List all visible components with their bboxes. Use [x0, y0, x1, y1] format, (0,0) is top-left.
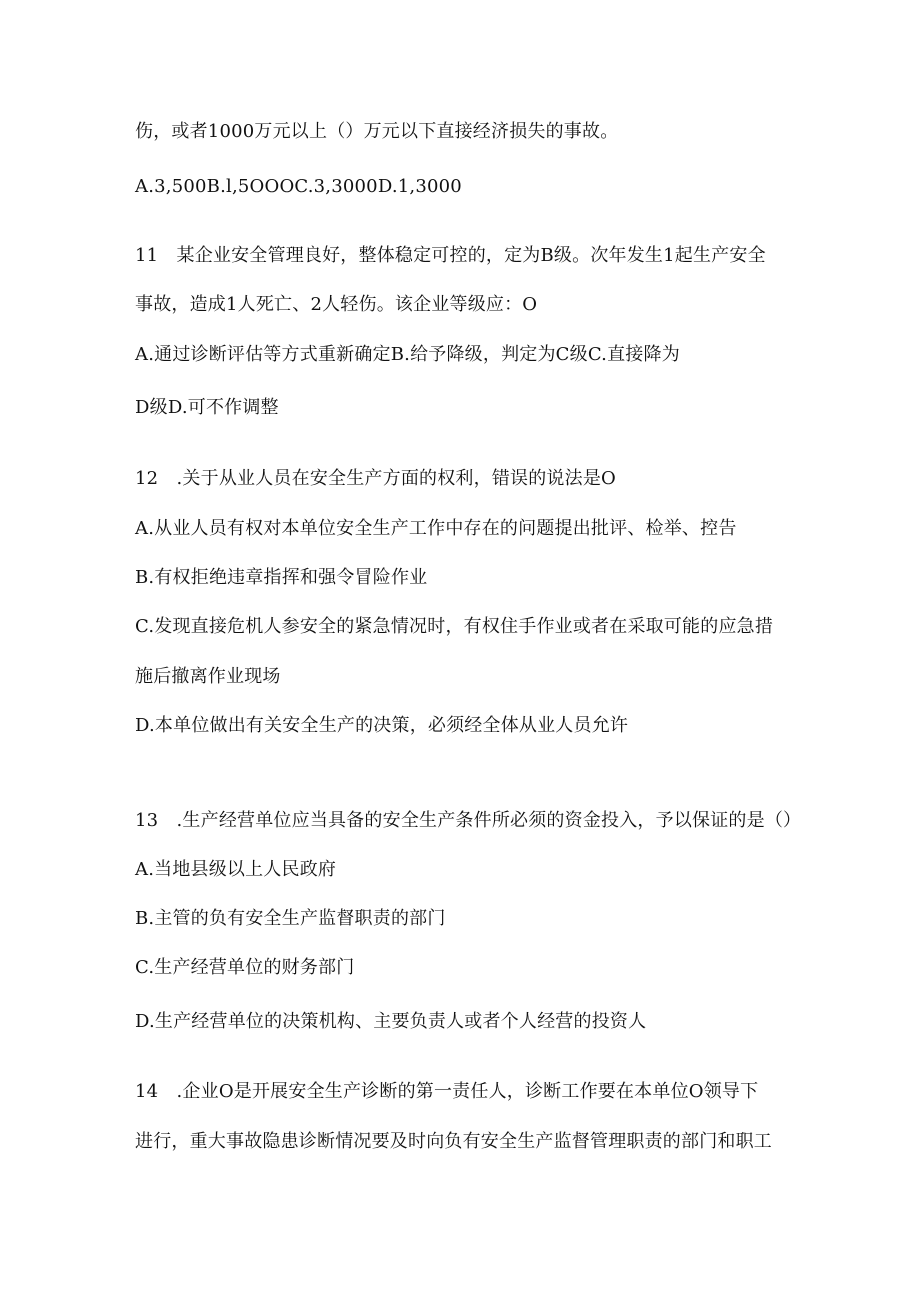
text-line-q13-option-b: B.主管的负有安全生产监督职责的部门	[135, 908, 446, 929]
text-line-q11-options-2: D级D.可不作调整	[135, 397, 279, 418]
text-line-q11-options-1: A.通过诊断评估等方式重新确定B.给予降级，判定为C级C.直接降为	[135, 344, 680, 365]
text-line-q14-stem-2: 进行，重大事故隐患诊断情况要及时向负有安全生产监督管理职责的部门和职工	[135, 1131, 772, 1152]
text-line-q11-stem-2: 事故，造成1人死亡、2人轻伤。该企业等级应：O	[135, 294, 538, 315]
text-line-q10-continuation: 伤，或者1000万元以上（）万元以下直接经济损失的事故。	[135, 121, 619, 142]
text-line-q13-option-a: A.当地县级以上人民政府	[135, 859, 337, 880]
text-line-q13-option-c: C.生产经营单位的财务部门	[135, 957, 355, 978]
text-line-q11-stem-1: 11 某企业安全管理良好，整体稳定可控的，定为B级。次年发生1起生产安全	[135, 245, 766, 266]
text-line-q13-option-d: D.生产经营单位的决策机构、主要负责人或者个人经营的投资人	[135, 1011, 647, 1032]
text-line-q12-stem: 12 .关于从业人员在安全生产方面的权利，错误的说法是O	[135, 468, 616, 489]
text-line-q14-stem-1: 14 .企业O是开展安全生产诊断的第一责任人，诊断工作要在本单位O领导下	[135, 1081, 759, 1102]
text-line-q12-option-a: A.从业人员有权对本单位安全生产工作中存在的问题提出批评、检举、控告	[135, 518, 737, 539]
text-line-q12-option-c-2: 施后撤离作业现场	[135, 666, 281, 687]
text-line-q12-option-b: B.有权拒绝违章指挥和强令冒险作业	[135, 567, 428, 588]
text-line-q13-stem: 13 .生产经营单位应当具备的安全生产条件所必须的资金投入，予以保证的是（）	[135, 810, 802, 831]
text-line-q12-option-d: D.本单位做出有关安全生产的决策，必须经全体从业人员允许	[135, 715, 629, 736]
text-line-q12-option-c-1: C.发现直接危机人参安全的紧急情况时，有权住手作业或者在采取可能的应急措	[135, 616, 774, 637]
text-line-q10-options: A.3,500B.l,5OOOC.3,3000D.1,3000	[135, 176, 462, 197]
